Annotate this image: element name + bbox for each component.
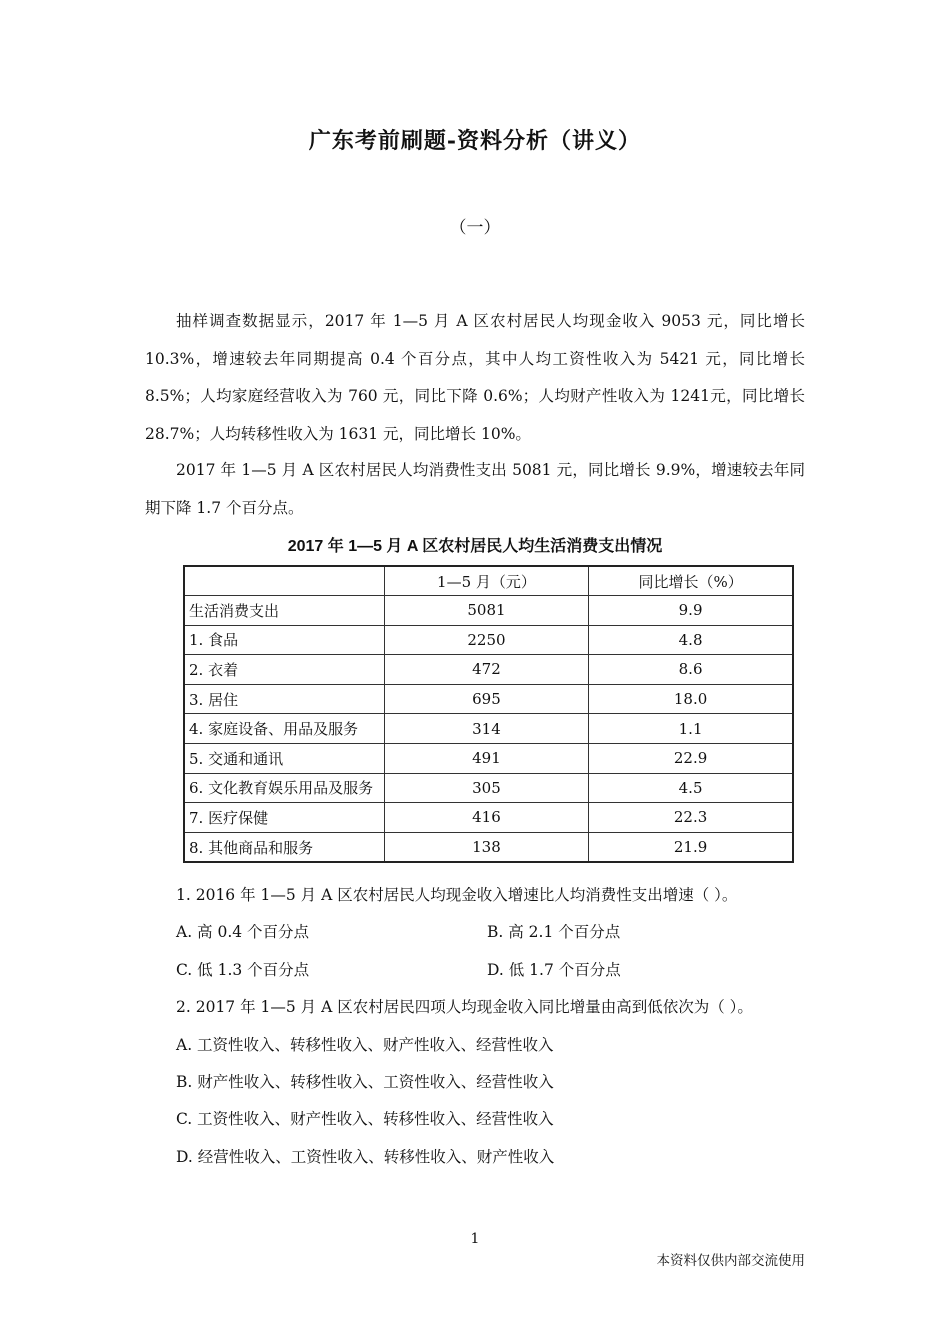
question-2-option-a: A. 工资性收入、转移性收入、财产性收入、经营性收入 <box>176 1036 554 1054</box>
header-cell-amount: 1—5 月（元） <box>384 566 588 596</box>
table-row <box>184 743 793 773</box>
row-amount: 138 <box>384 832 588 862</box>
paragraph-expenditure: 2017 年 1—5 月 A 区农村居民人均消费性支出 5081 元，同比增长 9.9%，增速较去年同期下降 1.7 个百分点。 <box>145 461 805 517</box>
question-1-option-c: C. 低 1.3 个百分点 <box>176 961 310 979</box>
row-amount: 472 <box>384 655 588 685</box>
table-row <box>184 625 793 655</box>
header-cell-growth: 同比增长（%） <box>589 566 793 596</box>
row-amount: 416 <box>384 803 588 833</box>
question-2-option-d: D. 经营性收入、工资性收入、转移性收入、财产性收入 <box>176 1148 555 1166</box>
section-heading: （一） <box>449 218 501 238</box>
page-number: 1 <box>470 1231 480 1247</box>
question-1-option-a: A. 高 0.4 个百分点 <box>176 923 310 941</box>
question-2-option-b: B. 财产性收入、转移性收入、工资性收入、经营性收入 <box>176 1073 554 1091</box>
row-amount: 305 <box>384 773 588 803</box>
row-label: 1. 食品 <box>184 625 384 655</box>
row-growth: 9.9 <box>589 596 793 626</box>
row-amount: 2250 <box>384 625 588 655</box>
row-label: 4. 家庭设备、用品及服务 <box>184 714 384 744</box>
question-1-option-d: D. 低 1.7 个百分点 <box>487 961 621 979</box>
row-label: 3. 居住 <box>184 684 384 714</box>
row-growth: 22.9 <box>589 743 793 773</box>
row-label: 8. 其他商品和服务 <box>184 832 384 862</box>
row-growth: 22.3 <box>589 803 793 833</box>
document-title: 广东考前刷题-资料分析（讲义） <box>308 128 642 154</box>
row-growth: 4.8 <box>589 625 793 655</box>
table-header-row <box>184 566 793 596</box>
table-row <box>184 684 793 714</box>
row-growth: 21.9 <box>589 832 793 862</box>
question-1-option-b: B. 高 2.1 个百分点 <box>487 923 621 941</box>
consumption-table <box>183 565 794 863</box>
row-growth: 1.1 <box>589 714 793 744</box>
table-row <box>184 655 793 685</box>
row-growth: 18.0 <box>589 684 793 714</box>
row-amount: 695 <box>384 684 588 714</box>
question-2-option-c: C. 工资性收入、财产性收入、转移性收入、经营性收入 <box>176 1110 554 1128</box>
question-1-stem: 1. 2016 年 1—5 月 A 区农村居民人均现金收入增速比人均消费性支出增速（ ）。 <box>176 886 738 904</box>
footer-note: 本资料仅供内部交流使用 <box>656 1253 805 1269</box>
row-growth: 8.6 <box>589 655 793 685</box>
row-label: 生活消费支出 <box>184 596 384 626</box>
row-growth: 4.5 <box>589 773 793 803</box>
row-amount: 5081 <box>384 596 588 626</box>
row-amount: 491 <box>384 743 588 773</box>
header-cell-item <box>184 566 384 596</box>
table-caption: 2017 年 1—5 月 A 区农村居民人均生活消费支出情况 <box>287 538 663 555</box>
row-label: 7. 医疗保健 <box>184 803 384 833</box>
row-label: 2. 衣着 <box>184 655 384 685</box>
table-row <box>184 773 793 803</box>
table-row <box>184 596 793 626</box>
row-label: 6. 文化教育娱乐用品及服务 <box>184 773 384 803</box>
table-row <box>184 803 793 833</box>
question-2-stem: 2. 2017 年 1—5 月 A 区农村居民四项人均现金收入同比增量由高到低依次为（ ）。 <box>176 998 753 1016</box>
table-row <box>184 832 793 862</box>
row-label: 5. 交通和通讯 <box>184 743 384 773</box>
row-amount: 314 <box>384 714 588 744</box>
paragraph-income: 抽样调查数据显示，2017 年 1—5 月 A 区农村居民人均现金收入 9053 元，同比增长 10.3%，增速较去年同期提高 0.4 个百分点，其中人均工资性收入为 5421 元，同比增长 8.5%；人均家庭经营收入为 760 元，同比下降 0.6%；人均财产性收入为 1241元，同比增长 28.7%；人均转移性收入为 1631 元，同比增长 10%。 <box>145 312 805 443</box>
table-row <box>184 714 793 744</box>
